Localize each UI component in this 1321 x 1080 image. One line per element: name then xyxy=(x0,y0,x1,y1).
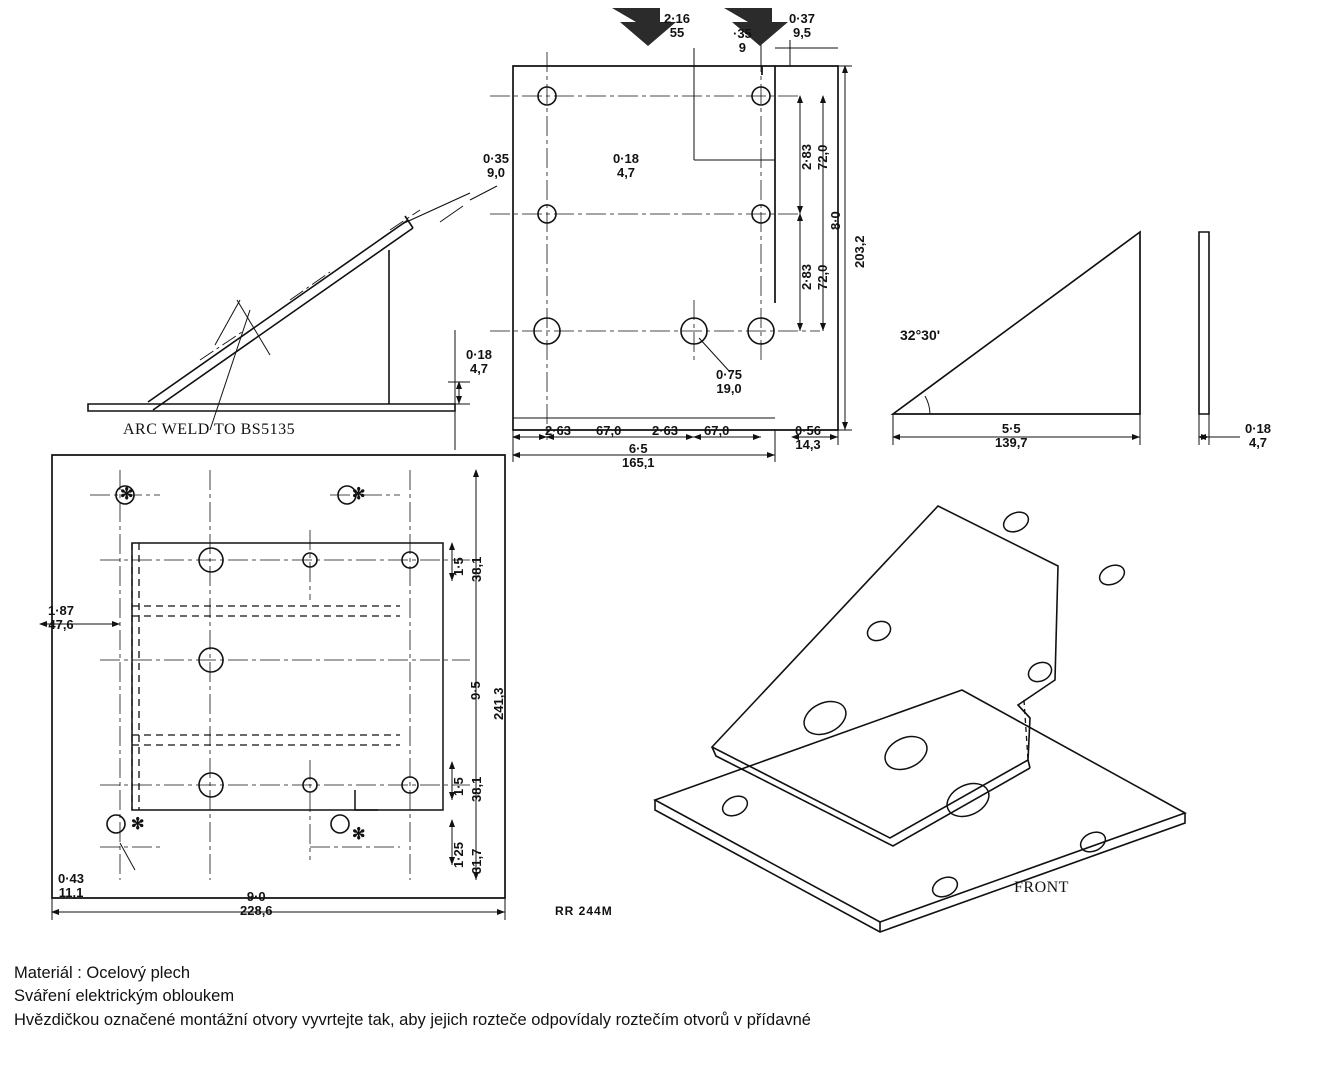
dim-top-arrow-mid: ·35 9 xyxy=(733,26,752,55)
side-view-geometry xyxy=(88,193,470,450)
dim-plan-h2: 2·63 xyxy=(652,423,679,438)
iso-view-geometry xyxy=(655,506,1185,932)
plan-view-outline xyxy=(513,66,838,430)
star-marker-1: ✻ xyxy=(120,486,134,503)
dim-plan-total-metric: 203,2 xyxy=(852,235,867,268)
side-view-centerlines xyxy=(200,210,420,360)
dim-base-width: 9·0 228,6 xyxy=(240,889,273,918)
dim-top-arrow-right: 0·37 9,5 xyxy=(789,11,816,40)
dim-base-v-total-metric: 241,3 xyxy=(491,687,506,720)
edge-view-dimension xyxy=(1199,414,1240,445)
dim-top-arrow-left: 2·16 55 xyxy=(664,11,691,40)
gusset-view-geometry xyxy=(893,232,1140,414)
part-number: RR 244M xyxy=(555,904,613,918)
dim-base-row-1: 1·5 xyxy=(451,557,466,576)
note-holes: Hvězdičkou označené montážní otvory vyvrtejte tak, aby jejich rozteče odpovídaly roztečím otvorů v přídavné xyxy=(14,1010,811,1029)
dim-base-row-2-metric: 38,1 xyxy=(469,776,484,802)
dim-side-upper-2: 0·35 9,0 xyxy=(483,151,510,180)
dim-edge-thickness: 0·18 4,7 xyxy=(1245,421,1272,450)
note-welding: Sváření elektrickým obloukem xyxy=(14,987,235,1006)
dim-plan-total-imperial: 8·0 xyxy=(828,211,843,230)
dim-side-upper: 0·18 4,7 xyxy=(613,151,640,180)
base-view-hidden-lines xyxy=(132,543,400,810)
dim-base-hole: 0·43 11,1 xyxy=(58,871,85,900)
dim-plan-hole: 0·75 19,0 xyxy=(716,367,743,396)
base-view-centerlines xyxy=(90,470,470,880)
dim-plan-v2: 2·83 xyxy=(799,263,814,290)
front-label: FRONT xyxy=(1014,879,1069,896)
dim-plan-right-edge: 0·56 14,3 xyxy=(795,423,822,452)
dim-base-v-total-imperial: 9·5 xyxy=(468,681,483,700)
weld-note: ARC WELD TO BS5135 xyxy=(123,421,296,438)
section-arrows xyxy=(612,8,788,46)
star-marker-4: ✻ xyxy=(352,826,366,843)
note-material: Materiál : Ocelový plech xyxy=(14,964,191,982)
base-view-dimension-lines xyxy=(40,455,505,920)
dim-base-bottom: 1·25 xyxy=(451,841,466,868)
dim-gusset-base: 5·5 139,7 xyxy=(995,421,1028,450)
dim-gusset-angle: 32°30' xyxy=(900,327,941,343)
dim-side-lower: 0·18 4,7 xyxy=(466,347,493,376)
dim-plan-v1-metric: 72,0 xyxy=(815,144,830,170)
star-marker-2: ✻ xyxy=(352,486,366,503)
plan-view-inner-lines xyxy=(513,66,790,430)
star-marker-3: ✻ xyxy=(131,816,145,833)
dim-plan-v2-metric: 72,0 xyxy=(815,264,830,290)
base-view-inner-plate xyxy=(132,543,443,810)
dim-plan-h1: 2·63 xyxy=(545,423,572,438)
dim-base-row-1-metric: 38,1 xyxy=(469,556,484,582)
plan-view-holes xyxy=(534,87,774,344)
dim-base-bottom-metric: 31,7 xyxy=(469,848,484,874)
edge-view-geometry xyxy=(1199,232,1209,414)
dim-plan-h2-metric: 67,0 xyxy=(704,423,730,438)
dim-plan-v1: 2·83 xyxy=(799,143,814,170)
gusset-angle-arc xyxy=(925,396,930,414)
plan-view-centerlines xyxy=(490,52,820,440)
dim-plan-h-total: 6·5 165,1 xyxy=(622,441,655,470)
dim-base-row-2: 1·5 xyxy=(451,777,466,796)
dim-base-edge-left: 1·87 47,6 xyxy=(48,603,75,632)
side-view-leaders xyxy=(210,186,497,430)
dim-plan-h1-metric: 67,0 xyxy=(596,423,622,438)
notes-block xyxy=(14,962,1314,1032)
plan-dimension-lines xyxy=(513,40,852,462)
side-view-dimension-lines xyxy=(448,382,470,404)
base-view-holes xyxy=(107,486,418,833)
